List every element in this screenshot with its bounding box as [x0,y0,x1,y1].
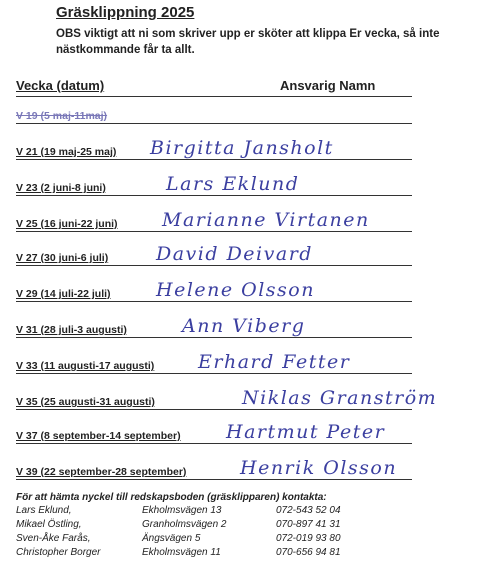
row-week: V 29 (14 juli-22 juli) [16,288,111,300]
table-row [16,173,412,196]
contact-name: Christopher Borger [16,547,101,558]
contact-row [16,519,456,533]
contact-address: Ängsvägen 5 [142,533,201,544]
row-signature: Helene Olsson [156,279,315,301]
contact-address: Ekholmsvägen 11 [142,547,221,558]
row-signature: Hartmut Peter [226,421,386,443]
row-week: V 31 (28 juli-3 augusti) [16,324,127,336]
contact-row [16,547,456,561]
row-week: V 27 (30 juni-6 juli) [16,252,109,264]
row-signature: Ann Viberg [182,315,306,337]
instruction-note: OBS viktigt att ni som skriver upp er sköter att klippa Er vecka, så inte nästkommande får ta allt. [56,28,440,56]
contact-address: Granholmsvägen 2 [142,519,227,530]
row-week: V 37 (8 september-14 september) [16,430,181,442]
contact-phone: 070-656 94 81 [276,547,341,558]
contact-name: Lars Eklund, [16,505,72,516]
table-row [16,279,412,302]
row-signature: Niklas Granström [242,387,438,409]
contact-section [16,492,456,561]
row-signature: David Deivard [156,243,313,265]
contact-name: Sven-Åke Farås, [16,533,91,544]
table-row [16,315,412,338]
row-week: V 23 (2 juni-8 juni) [16,182,106,194]
contact-name: Mikael Östling, [16,519,82,530]
table-row [16,351,412,374]
table-row [16,421,412,444]
table-row [16,101,412,124]
table-header [16,78,412,97]
row-signature: Erhard Fetter [198,351,351,373]
row-week: V 33 (11 augusti-17 augusti) [16,360,155,372]
row-signature: Birgitta Jansholt [150,137,334,159]
contact-row [16,533,456,547]
header-week: Vecka (datum) [16,78,105,93]
contact-phone: 072-543 52 04 [276,505,341,516]
row-signature: Lars Eklund [166,173,300,195]
table-row [16,209,412,232]
contact-address: Ekholmsvägen 13 [142,505,222,516]
contact-row [16,505,456,519]
table-row [16,387,438,410]
row-week: V 35 (25 augusti-31 augusti) [16,396,155,408]
contact-phone: 070-897 41 31 [276,519,341,530]
contact-heading: För att hämta nyckel till redskapsboden (gräsklipparen) kontakta: [16,492,327,503]
row-week: V 25 (16 juni-22 juni) [16,218,118,230]
table-row [16,243,412,266]
header-name: Ansvarig Namn [280,78,376,93]
contact-phone: 072-019 93 80 [276,533,341,544]
table-row [16,137,412,160]
row-signature: Henrik Olsson [240,457,398,479]
table-row [16,457,412,480]
page-title: Gräsklippning 2025 [56,4,195,21]
row-signature: Marianne Virtanen [162,209,370,231]
row-week: V 39 (22 september-28 september) [16,466,187,478]
row-week: V 21 (19 maj-25 maj) [16,146,117,158]
row-week: V 19 (5 maj-11maj) [16,110,108,122]
